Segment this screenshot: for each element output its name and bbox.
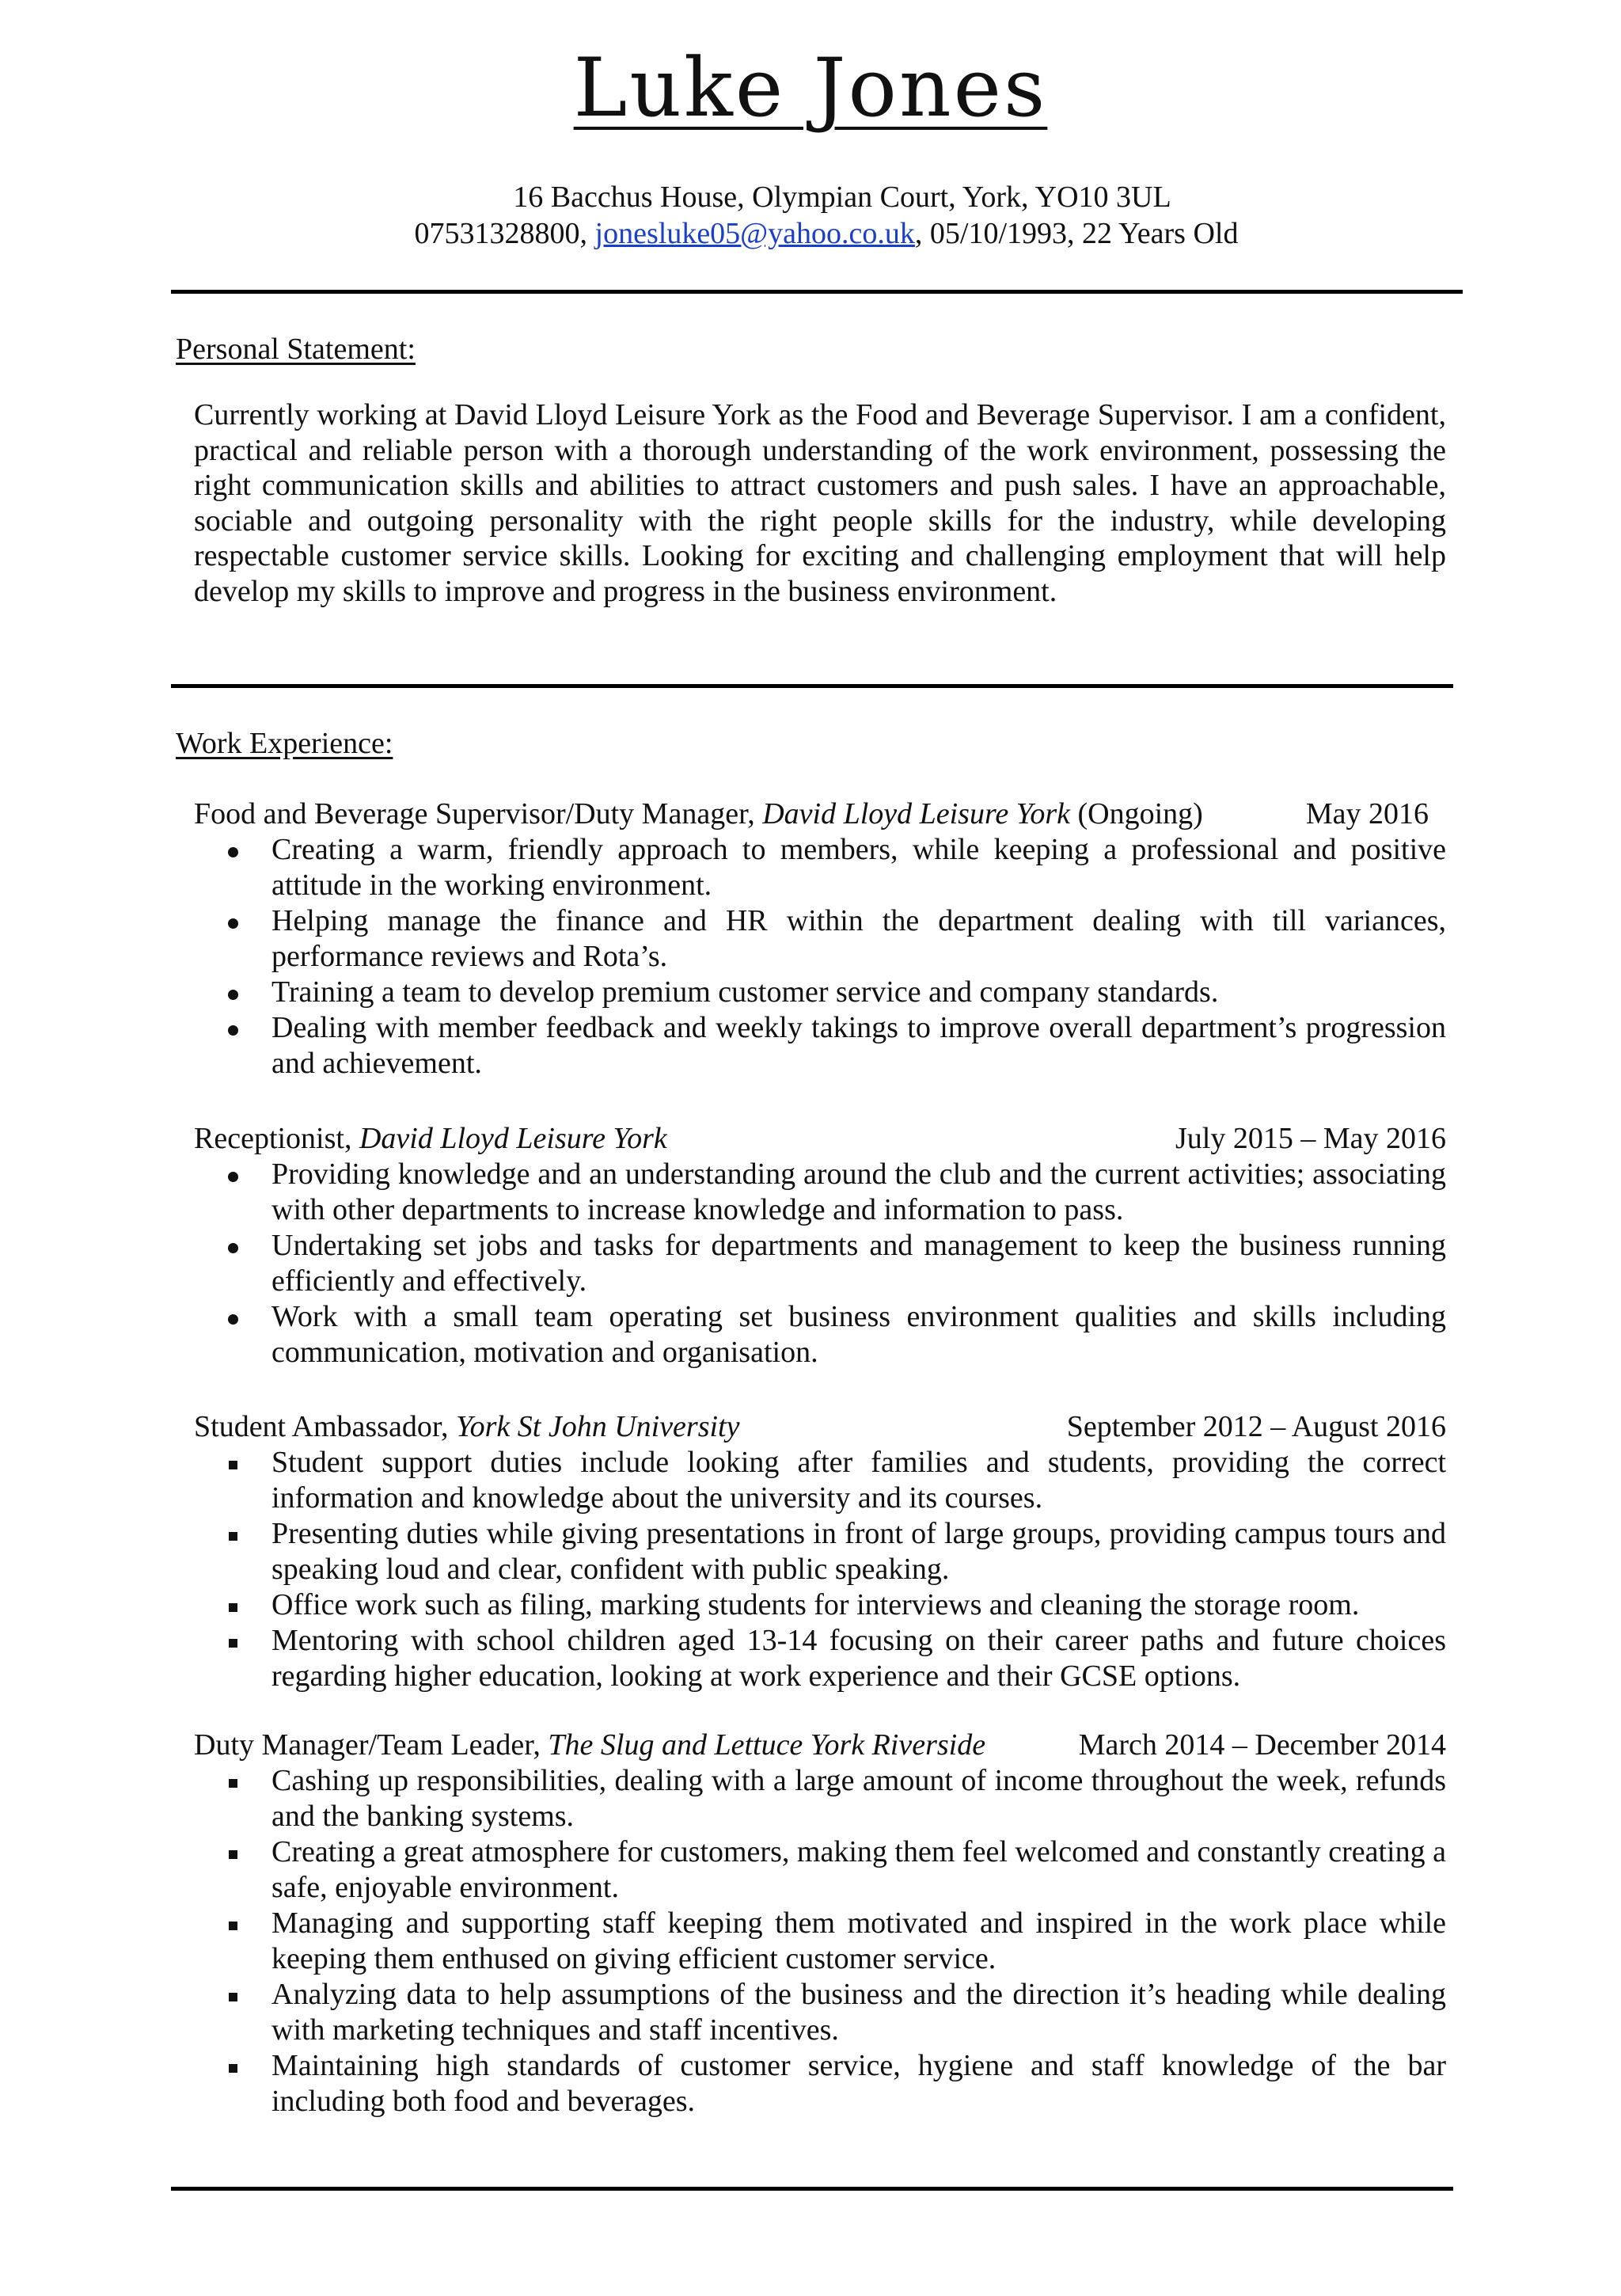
bullet-dot-icon [221, 832, 245, 868]
job-duties-list [194, 832, 1446, 1081]
job-duties-list [194, 1157, 1446, 1370]
duty-text: Maintaining high standards of customer service, hygiene and staff knowledge of the bar including both food and beverages. [271, 2049, 1446, 2118]
job-employer: The Slug and Lettuce York Riverside [548, 1728, 986, 1762]
contact-phone: 07531328800, [414, 217, 595, 250]
duty-text: Office work such as filing, marking students for interviews and cleaning the storage room. [271, 1588, 1360, 1621]
job-header [194, 1121, 1446, 1157]
bullet-square-icon [221, 1516, 245, 1552]
divider-bottom [171, 2187, 1453, 2191]
job-header [194, 796, 1446, 832]
job-dates: March 2014 – December 2014 [1078, 1728, 1446, 1762]
list-item [194, 832, 1446, 903]
job-entry [194, 796, 1446, 1081]
job-employer: York St John University [455, 1410, 740, 1443]
list-item [194, 975, 1446, 1010]
job-role: Food and Beverage Supervisor/Duty Manager, [194, 797, 763, 831]
duty-text: Dealing with member feedback and weekly takings to improve overall department’s progression and achievement. [271, 1011, 1446, 1080]
bullet-square-icon [221, 1445, 245, 1481]
bullet-dot-icon [221, 1157, 245, 1192]
duty-text: Training a team to develop premium customer service and company standards. [271, 975, 1219, 1009]
duty-text: Providing knowledge and an understanding around the club and the current activities; associating with other departments to increase knowledge and information to pass. [271, 1158, 1446, 1226]
cv-name [0, 41, 1621, 136]
job-role: Duty Manager/Team Leader, [194, 1728, 549, 1762]
contact-email-link[interactable]: jonesluke05@yahoo.co.uk [594, 217, 915, 250]
job-role: Student Ambassador, [194, 1410, 456, 1443]
list-item [194, 1445, 1446, 1516]
list-item [194, 1906, 1446, 1977]
personal-statement-text: Currently working at David Lloyd Leisure York as the Food and Beverage Supervisor. I am a confident, practical and reliable person with a thorough understanding of the work environment, possessing the right communication skills and abilities to attract customers and push sales. I have an approachable, sociable and outgoing personality with the right people skills for the industry, while developing respectable customer service skills. Looking for exciting and challenging employment that will help develop my skills to improve and progress in the business environment. [194, 398, 1446, 608]
duty-text: Undertaking set jobs and tasks for departments and management to keep the business running efficiently and effectively. [271, 1229, 1446, 1298]
bullet-square-icon [221, 1906, 245, 1941]
duty-text: Mentoring with school children aged 13-14 focusing on their career paths and future choices regarding higher education, looking at work experience and their GCSE options. [271, 1624, 1446, 1693]
duty-text: Work with a small team operating set business environment qualities and skills including communication, motivation and organisation. [271, 1300, 1446, 1369]
bullet-square-icon [221, 1763, 245, 1799]
job-role: Receptionist, [194, 1122, 359, 1155]
job-duties-list [194, 1763, 1446, 2119]
list-item [194, 1977, 1446, 2048]
list-item [194, 1623, 1446, 1694]
personal-statement-heading: Personal Statement: [176, 333, 416, 366]
contact-details [0, 215, 1621, 252]
list-item [194, 2048, 1446, 2119]
job-employer: David Lloyd Leisure York [762, 797, 1071, 831]
job-note: (Ongoing) [1070, 797, 1203, 831]
work-experience-heading: Work Experience: [176, 727, 393, 760]
bullet-dot-icon [221, 1228, 245, 1264]
duty-text: Analyzing data to help assumptions of the business and the direction it’s heading while dealing with marketing techniques and staff incentives. [271, 1978, 1446, 2047]
list-item [194, 1516, 1446, 1587]
cv-name-text: Luke Jones [573, 41, 1048, 135]
bullet-dot-icon [221, 1299, 245, 1335]
list-item [194, 1834, 1446, 1906]
list-item [194, 1299, 1446, 1370]
divider-top [171, 290, 1463, 294]
contact-dob-age: , 05/10/1993, 22 Years Old [914, 217, 1239, 250]
job-entry [194, 1121, 1446, 1370]
list-item [194, 1587, 1446, 1623]
job-entry [194, 1409, 1446, 1694]
duty-text: Creating a warm, friendly approach to members, while keeping a professional and positive attitude in the working environment. [271, 833, 1446, 902]
bullet-square-icon [221, 1587, 245, 1623]
list-item [194, 1763, 1446, 1834]
duty-text: Cashing up responsibilities, dealing with a large amount of income throughout the week, refunds and the banking systems. [271, 1764, 1446, 1833]
list-item [194, 1157, 1446, 1228]
bullet-dot-icon [221, 1010, 245, 1046]
bullet-square-icon [221, 2048, 245, 2084]
bullet-dot-icon [221, 903, 245, 939]
list-item [194, 1010, 1446, 1081]
duty-text: Creating a great atmosphere for customers, making them feel welcomed and constantly creating a safe, enjoyable environment. [271, 1835, 1446, 1904]
job-dates: September 2012 – August 2016 [1066, 1410, 1446, 1443]
job-header [194, 1728, 1446, 1763]
bullet-square-icon [221, 1977, 245, 2013]
job-dates: May 2016 [1305, 797, 1429, 831]
contact-address: 16 Bacchus House, Olympian Court, York, YO10 3UL [513, 181, 1171, 214]
duty-text: Helping manage the finance and HR within the department dealing with till variances, performance reviews and Rota’s. [271, 904, 1446, 973]
bullet-square-icon [221, 1834, 245, 1870]
divider-middle [171, 684, 1453, 688]
job-entry [194, 1728, 1446, 2119]
job-dates: July 2015 – May 2016 [1175, 1122, 1446, 1155]
bullet-dot-icon [221, 975, 245, 1010]
list-item [194, 1228, 1446, 1299]
duty-text: Student support duties include looking after families and students, providing the correct information and knowledge about the university and its courses. [271, 1446, 1446, 1515]
job-header [194, 1409, 1446, 1445]
bullet-square-icon [221, 1623, 245, 1659]
job-employer: David Lloyd Leisure York [359, 1122, 667, 1155]
duty-text: Presenting duties while giving presentations in front of large groups, providing campus tours and speaking loud and clear, confident with public speaking. [271, 1517, 1446, 1586]
duty-text: Managing and supporting staff keeping them motivated and inspired in the work place while keeping them enthused on giving efficient customer service. [271, 1906, 1446, 1975]
job-duties-list [194, 1445, 1446, 1694]
list-item [194, 903, 1446, 975]
